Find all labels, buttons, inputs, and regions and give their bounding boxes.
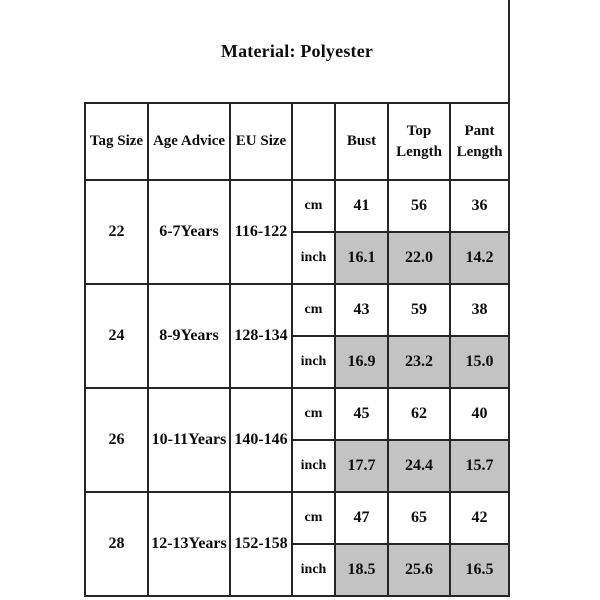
eu-size-cell: 152-158 xyxy=(231,493,291,595)
right-border-rule xyxy=(508,0,510,104)
bust-inch-cell: 17.7 xyxy=(336,441,387,491)
tag-size-cell: 24 xyxy=(86,285,147,387)
bust-cm-cell: 41 xyxy=(336,181,387,231)
unit-inch-cell: inch xyxy=(293,545,334,595)
unit-inch-cell: inch xyxy=(293,337,334,387)
age-advice-cell: 8-9Years xyxy=(149,285,229,387)
header-pant-length: Pant Length xyxy=(451,104,508,179)
unit-cm-cell: cm xyxy=(293,285,334,335)
eu-size-cell: 128-134 xyxy=(231,285,291,387)
top-length-inch-cell: 24.4 xyxy=(389,441,449,491)
age-advice-cell: 10-11Years xyxy=(149,389,229,491)
tag-size-cell: 28 xyxy=(86,493,147,595)
age-advice-cell: 12-13Years xyxy=(149,493,229,595)
header-eu-size: EU Size xyxy=(231,104,291,179)
unit-cm-cell: cm xyxy=(293,181,334,231)
pant-length-cm-cell: 42 xyxy=(451,493,508,543)
tag-size-cell: 22 xyxy=(86,181,147,283)
tag-size-cell: 26 xyxy=(86,389,147,491)
unit-cm-cell: cm xyxy=(293,493,334,543)
pant-length-inch-cell: 15.7 xyxy=(451,441,508,491)
bust-inch-cell: 16.1 xyxy=(336,233,387,283)
top-length-cm-cell: 65 xyxy=(389,493,449,543)
header-unit-empty xyxy=(293,104,334,179)
top-length-inch-cell: 23.2 xyxy=(389,337,449,387)
bust-cm-cell: 45 xyxy=(336,389,387,439)
pant-length-cm-cell: 40 xyxy=(451,389,508,439)
title-band xyxy=(84,0,510,102)
top-length-cm-cell: 59 xyxy=(389,285,449,335)
top-length-cm-cell: 62 xyxy=(389,389,449,439)
eu-size-cell: 116-122 xyxy=(231,181,291,283)
pant-length-inch-cell: 14.2 xyxy=(451,233,508,283)
bust-cm-cell: 47 xyxy=(336,493,387,543)
bust-inch-cell: 18.5 xyxy=(336,545,387,595)
pant-length-inch-cell: 15.0 xyxy=(451,337,508,387)
top-length-cm-cell: 56 xyxy=(389,181,449,231)
top-length-inch-cell: 22.0 xyxy=(389,233,449,283)
unit-inch-cell: inch xyxy=(293,441,334,491)
pant-length-cm-cell: 38 xyxy=(451,285,508,335)
header-top-length: Top Length xyxy=(389,104,449,179)
pant-length-cm-cell: 36 xyxy=(451,181,508,231)
eu-size-cell: 140-146 xyxy=(231,389,291,491)
unit-inch-cell: inch xyxy=(293,233,334,283)
header-bust: Bust xyxy=(336,104,387,179)
unit-cm-cell: cm xyxy=(293,389,334,439)
pant-length-inch-cell: 16.5 xyxy=(451,545,508,595)
material-title: Material: Polyester xyxy=(220,40,374,61)
bust-cm-cell: 43 xyxy=(336,285,387,335)
age-advice-cell: 6-7Years xyxy=(149,181,229,283)
header-age-advice: Age Advice xyxy=(149,104,229,179)
size-chart-table xyxy=(84,102,510,597)
bust-inch-cell: 16.9 xyxy=(336,337,387,387)
header-tag-size: Tag Size xyxy=(86,104,147,179)
top-length-inch-cell: 25.6 xyxy=(389,545,449,595)
